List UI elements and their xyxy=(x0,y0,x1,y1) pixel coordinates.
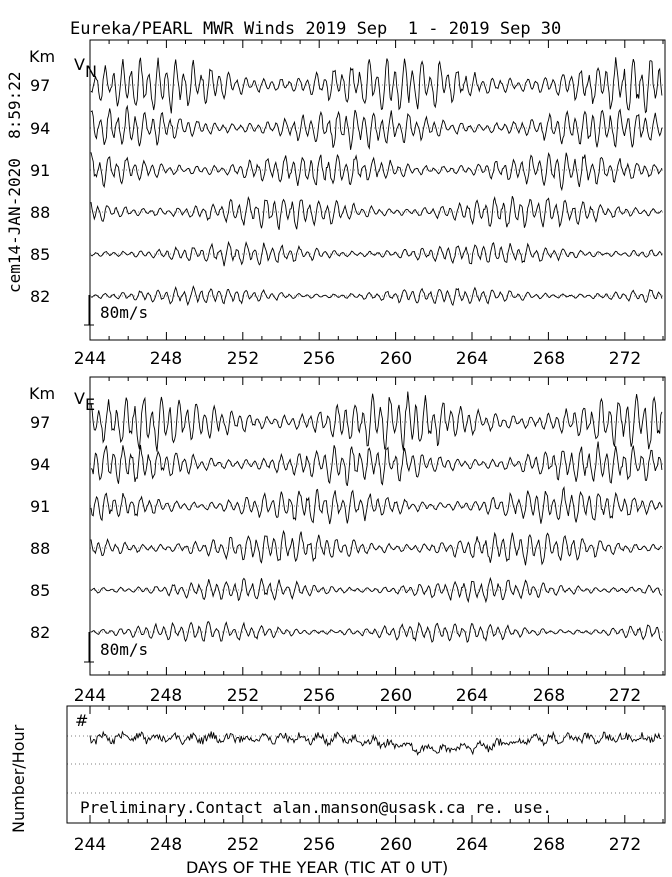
x-tick-label-244: 244 xyxy=(73,835,107,855)
height-label-88: 88 xyxy=(30,539,51,558)
trace-94 xyxy=(91,442,662,486)
x-tick-label-268: 268 xyxy=(532,686,566,706)
panel-north-wind xyxy=(29,40,665,369)
trace-88 xyxy=(91,531,662,565)
height-label-91: 91 xyxy=(30,497,51,516)
panel-label xyxy=(74,55,97,81)
trace-91 xyxy=(91,488,662,524)
height-label-97: 97 xyxy=(30,76,51,95)
chart-title: Eureka/PEARL MWR Winds 2019 Sep 1 - 2019 Sep 30 xyxy=(70,19,562,39)
x-tick-label-248: 248 xyxy=(149,686,183,706)
x-tick-label-244: 244 xyxy=(73,686,107,706)
count-line xyxy=(90,731,661,754)
scale-bar xyxy=(84,632,148,662)
x-tick-label-264: 264 xyxy=(455,686,489,706)
height-label-82: 82 xyxy=(30,623,51,642)
height-label-97: 97 xyxy=(30,413,51,432)
height-label-85: 85 xyxy=(30,581,51,600)
trace-82 xyxy=(91,622,662,642)
panel-label-main: V xyxy=(74,389,85,408)
height-label-94: 94 xyxy=(30,119,51,138)
wind-traces xyxy=(91,57,662,305)
x-tick-label-264: 264 xyxy=(455,835,489,855)
gridlines xyxy=(90,85,665,296)
panel-count-rate xyxy=(9,706,665,855)
height-label-94: 94 xyxy=(30,455,51,474)
trace-82 xyxy=(91,287,662,306)
count-trace xyxy=(90,731,661,754)
gridlines xyxy=(67,736,665,793)
x-tick-label-272: 272 xyxy=(608,686,642,706)
x-tick-label-272: 272 xyxy=(608,835,642,855)
panel-label-main: V xyxy=(74,55,85,74)
height-label-91: 91 xyxy=(30,161,51,180)
x-tick-label-248: 248 xyxy=(149,349,183,369)
x-tick-label-256: 256 xyxy=(302,349,336,369)
panel-label: # xyxy=(75,711,89,730)
x-tick-label-264: 264 xyxy=(455,349,489,369)
x-tick-label-268: 268 xyxy=(532,349,566,369)
trace-85 xyxy=(91,242,662,266)
x-tick-label-260: 260 xyxy=(379,349,413,369)
y-axis-label: Number/Hour xyxy=(9,724,28,833)
height-labels xyxy=(30,76,50,306)
height-label-88: 88 xyxy=(30,203,51,222)
trace-88 xyxy=(91,196,662,230)
x-tick-label-256: 256 xyxy=(302,835,336,855)
x-tick-label-268: 268 xyxy=(532,835,566,855)
x-tick-label-244: 244 xyxy=(73,349,107,369)
trace-97 xyxy=(91,392,662,452)
x-ticks xyxy=(74,40,663,369)
y-axis-label: Km xyxy=(29,384,56,403)
x-axis-label: DAYS OF THE YEAR (TIC AT 0 UT) xyxy=(186,858,449,877)
panel-east-wind xyxy=(29,377,665,706)
x-tick-label-260: 260 xyxy=(379,835,413,855)
x-ticks xyxy=(74,706,663,855)
x-tick-label-248: 248 xyxy=(149,835,183,855)
x-tick-label-256: 256 xyxy=(302,686,336,706)
usage-note: Preliminary.Contact alan.manson@usask.ca re. use. xyxy=(80,798,553,817)
height-label-85: 85 xyxy=(30,245,51,264)
x-ticks xyxy=(74,377,663,706)
x-tick-label-252: 252 xyxy=(226,835,260,855)
x-tick-label-252: 252 xyxy=(226,349,260,369)
trace-85 xyxy=(91,578,662,601)
y-axis-label: Km xyxy=(29,47,56,66)
x-tick-label-252: 252 xyxy=(226,686,260,706)
wind-traces xyxy=(91,392,662,643)
scale-bar-label: 80m/s xyxy=(100,303,149,322)
panel-label-sub: N xyxy=(84,62,97,81)
scale-bar xyxy=(84,295,148,325)
height-label-82: 82 xyxy=(30,287,51,306)
height-labels xyxy=(30,413,50,642)
x-tick-label-260: 260 xyxy=(379,686,413,706)
trace-94 xyxy=(91,106,662,150)
trace-97 xyxy=(91,57,662,113)
scale-bar-label: 80m/s xyxy=(100,640,149,659)
panel-label-sub: E xyxy=(84,395,96,414)
run-stamp: cem14-JAN-2020 8:59:22 xyxy=(5,71,24,293)
trace-91 xyxy=(91,152,662,189)
x-tick-label-272: 272 xyxy=(608,349,642,369)
